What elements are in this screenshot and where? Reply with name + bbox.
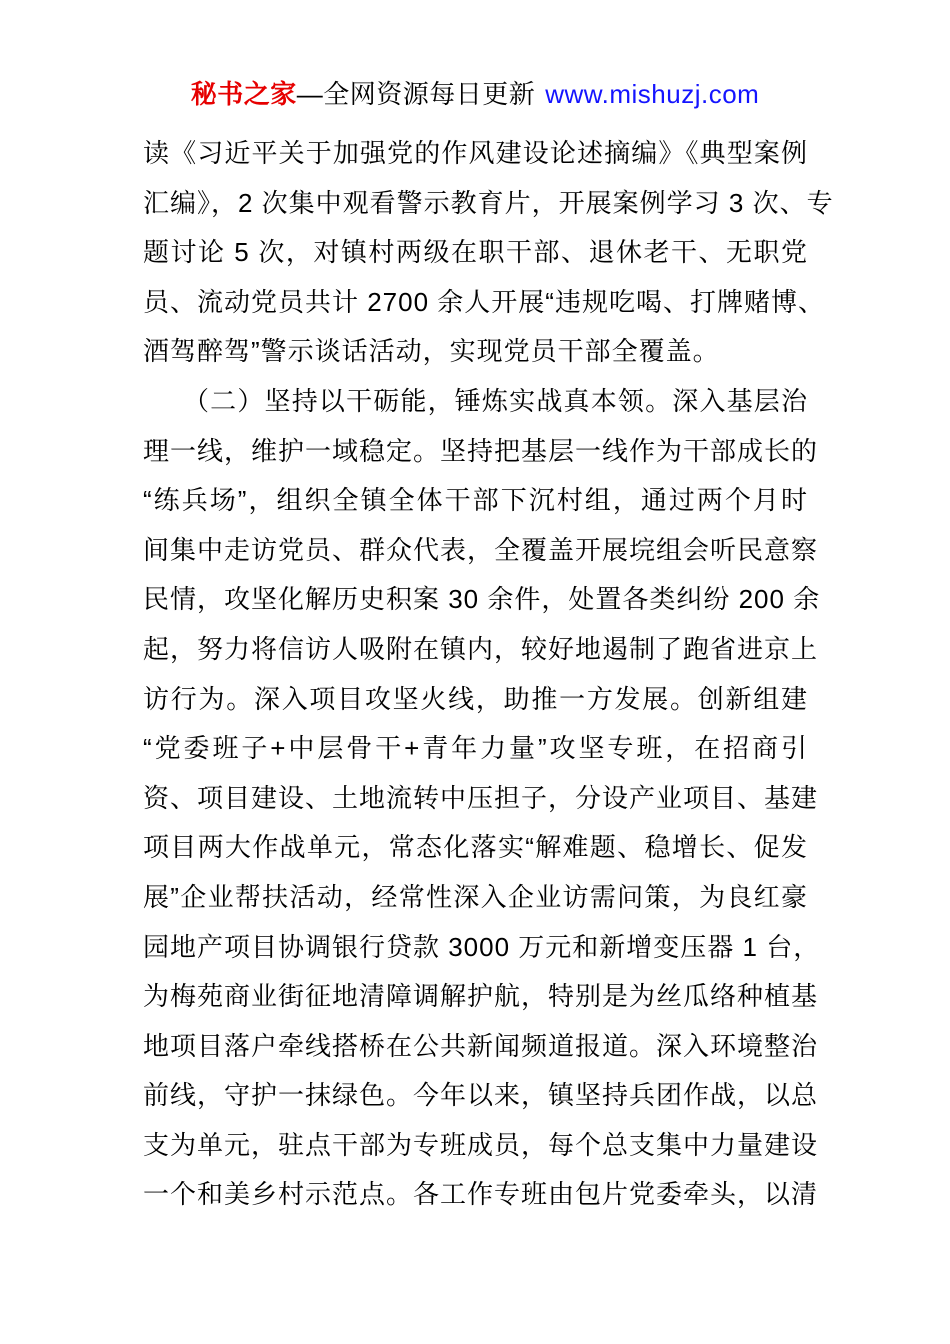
text-line-18: 为梅苑商业街征地清障调解护航，特别是为丝瓜络种植基 xyxy=(143,981,819,1012)
header-tagline: —全网资源每日更新 xyxy=(296,79,536,109)
site-url-link[interactable]: www.mishuzj.com xyxy=(545,79,760,109)
text-line-15: 项目两大作战单元，常态化落实“解难题、稳增长、促发 xyxy=(143,832,808,863)
text-line-10: 民情，攻坚化解历史积案 30 余件，处置各类纠纷 200 余 xyxy=(143,584,821,615)
text-line-11: 起，努力将信访人吸附在镇内，较好地遏制了跑省进京上 xyxy=(143,633,819,664)
text-line-21: 支为单元，驻点干部为专班成员，每个总支集中力量建设 xyxy=(143,1129,819,1160)
text-line-16: 展”企业帮扶活动，经常性深入企业访需问策，为良红豪 xyxy=(143,881,808,912)
text-line-7: 理一线，维护一域稳定。坚持把基层一线作为干部成长的 xyxy=(143,435,819,466)
text-line-6: （二）坚持以干砺能，锤炼实战真本领。深入基层治 xyxy=(183,385,808,416)
text-line-8: “练兵场”，组织全镇全体干部下沉村组，通过两个月时 xyxy=(143,485,808,516)
text-line-13: “党委班子+中层骨干+青年力量”攻坚专班，在招商引 xyxy=(143,733,808,764)
text-line-17: 园地产项目协调银行贷款 3000 万元和新增变压器 1 台， xyxy=(143,931,821,962)
text-line-22: 一个和美乡村示范点。各工作专班由包片党委牵头，以清 xyxy=(143,1179,819,1210)
document-body xyxy=(143,129,834,1220)
text-line-14: 资、项目建设、土地流转中压担子，分设产业项目、基建 xyxy=(143,782,819,813)
site-header xyxy=(0,78,950,110)
text-line-1: 读《习近平关于加强党的作风建设论述摘编》《典型案例 xyxy=(143,138,808,168)
text-line-5: 酒驾醉驾”警示谈话活动，实现党员干部全覆盖。 xyxy=(143,336,720,367)
text-line-4: 员、流动党员共计 2700 余人开展“违规吃喝、打牌赌博、 xyxy=(143,286,825,317)
text-line-12: 访行为。深入项目攻坚火线，助推一方发展。创新组建 xyxy=(143,683,808,714)
text-line-2: 汇编》，2 次集中观看警示教育片，开展案例学习 3 次、专 xyxy=(143,187,834,218)
text-line-20: 前线，守护一抹绿色。今年以来，镇坚持兵团作战，以总 xyxy=(143,1080,819,1111)
text-line-9: 间集中走访党员、群众代表，全覆盖开展垸组会听民意察 xyxy=(143,534,819,565)
text-line-19: 地项目落户牵线搭桥在公共新闻频道报道。深入环境整治 xyxy=(143,1030,819,1061)
site-brand: 秘书之家 xyxy=(190,79,297,109)
text-line-3: 题讨论 5 次，对镇村两级在职干部、退休老干、无职党 xyxy=(143,237,808,268)
